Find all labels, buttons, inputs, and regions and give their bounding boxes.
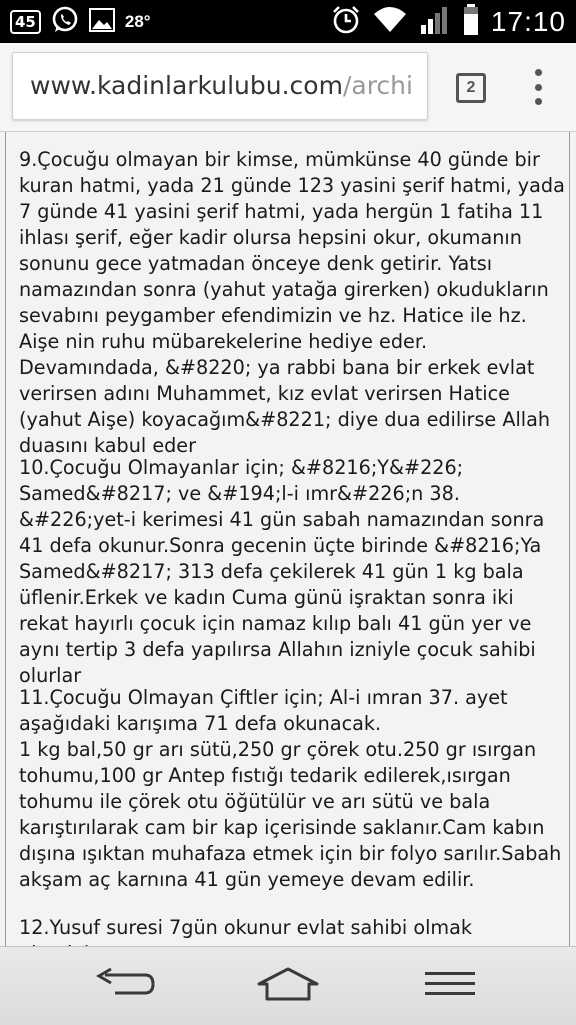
- article-paragraph-9: 9.Çocuğu olmayan bir kimse, mümkünse 40 günde bir kuran hatmi, yada 21 günde 123 yasini şerif hatmi, yada 7 günde 41 yasini şerif hatmi, yada hergün 1 fatiha 11 ihlası şerif, eğer kadir olursa hepsini okur, okumanın sonunu gece yatmadan önceye denk getirir. Yatsı namazından sonra (yahut yatağa girerken) okudukların sevabını peygamber efendimizin ve hz. Hatice ile hz. Aişe nin ruhu mübarekelerine hediye eder. Devamındada, &#8220; ya rabbi bana bir erkek evlat verirsen adını Muhammet, kız evlat verirsen Hatice (yahut Aişe) koyacağım&#8221; diye dua edilirse Allah duasını kabul eder: [19, 148, 565, 457]
- article-paragraph-10: 10.Çocuğu Olmayanlar için; &#8216;Y&#226; Samed&#8217; ve &#194;l-i ımr&#226;n 38. &#226;yet-i kerimesi 41 gün sabah namazından sonra 41 defa okunur.Sonra gecenin üçte birinde &#8216;Ya Samed&#8217; 313 defa çekilerek 41 gün 1 kg bala üflenir.Erkek ve kadın Cuma günü işraktan sonra iki rekat hayırlı çocuk için namaz kılıp balı 41 gün yer ve aynı tertip 3 defa yapılırsa Allahın izniyle çocuk sahibi olurlar: [19, 456, 545, 687]
- dot-icon: [535, 98, 542, 105]
- gallery-icon: [89, 8, 115, 36]
- whatsapp-icon: [51, 6, 79, 38]
- overflow-menu-button[interactable]: [528, 69, 548, 105]
- url-path: /archi: [342, 71, 413, 100]
- temperature: 28°: [124, 11, 151, 31]
- wifi-icon: [373, 6, 407, 38]
- notification-count-icon: 45: [10, 10, 41, 34]
- menu-button[interactable]: [410, 961, 490, 1011]
- address-bar[interactable]: [12, 52, 428, 120]
- url-domain: www.kadinlarkulubu.com: [30, 71, 343, 100]
- article-frame: [5, 132, 570, 972]
- status-bar: [0, 0, 576, 43]
- signal-icon: [419, 5, 451, 39]
- article-paragraph-11: 11.Çocuğu Olmayan Çiftler için; Al-i ımran 37. ayet aşağıdaki karışıma 71 defa okunacak. 1 kg bal,50 gr arı sütü,250 gr çörek otu.250 gr ısırgan tohumu,100 gr Antep fıstığı tedarik edilerek,ısırgan tohumu ile çörek otu öğütülür ve arı sütü ve bala karıştırılarak cam bir kap içerisinde saklanır.Cam kabın dışına ışıktan muhafaza etmek için bir folyo sarılır.Sabah akşam aç karnına 41 gün yemeye devam edilir.: [19, 686, 562, 891]
- navigation-bar: [0, 946, 576, 1025]
- menu-icon: [423, 969, 477, 1003]
- back-button[interactable]: [86, 961, 166, 1011]
- article-paragraph-12: 12.Yusuf suresi 7gün okunur evlat sahibi olmak: [19, 916, 472, 939]
- page-content[interactable]: [0, 132, 576, 946]
- dot-icon: [535, 84, 542, 91]
- browser-toolbar: [0, 43, 576, 132]
- battery-icon: [463, 4, 479, 40]
- dot-icon: [535, 69, 542, 76]
- home-icon: [255, 966, 321, 1006]
- back-icon: [95, 967, 157, 1005]
- clock: 17:10: [490, 5, 566, 37]
- url-text[interactable]: [30, 71, 413, 100]
- home-button[interactable]: [248, 961, 328, 1011]
- tab-switcher-button[interactable]: 2: [456, 73, 486, 103]
- alarm-icon: [331, 5, 361, 39]
